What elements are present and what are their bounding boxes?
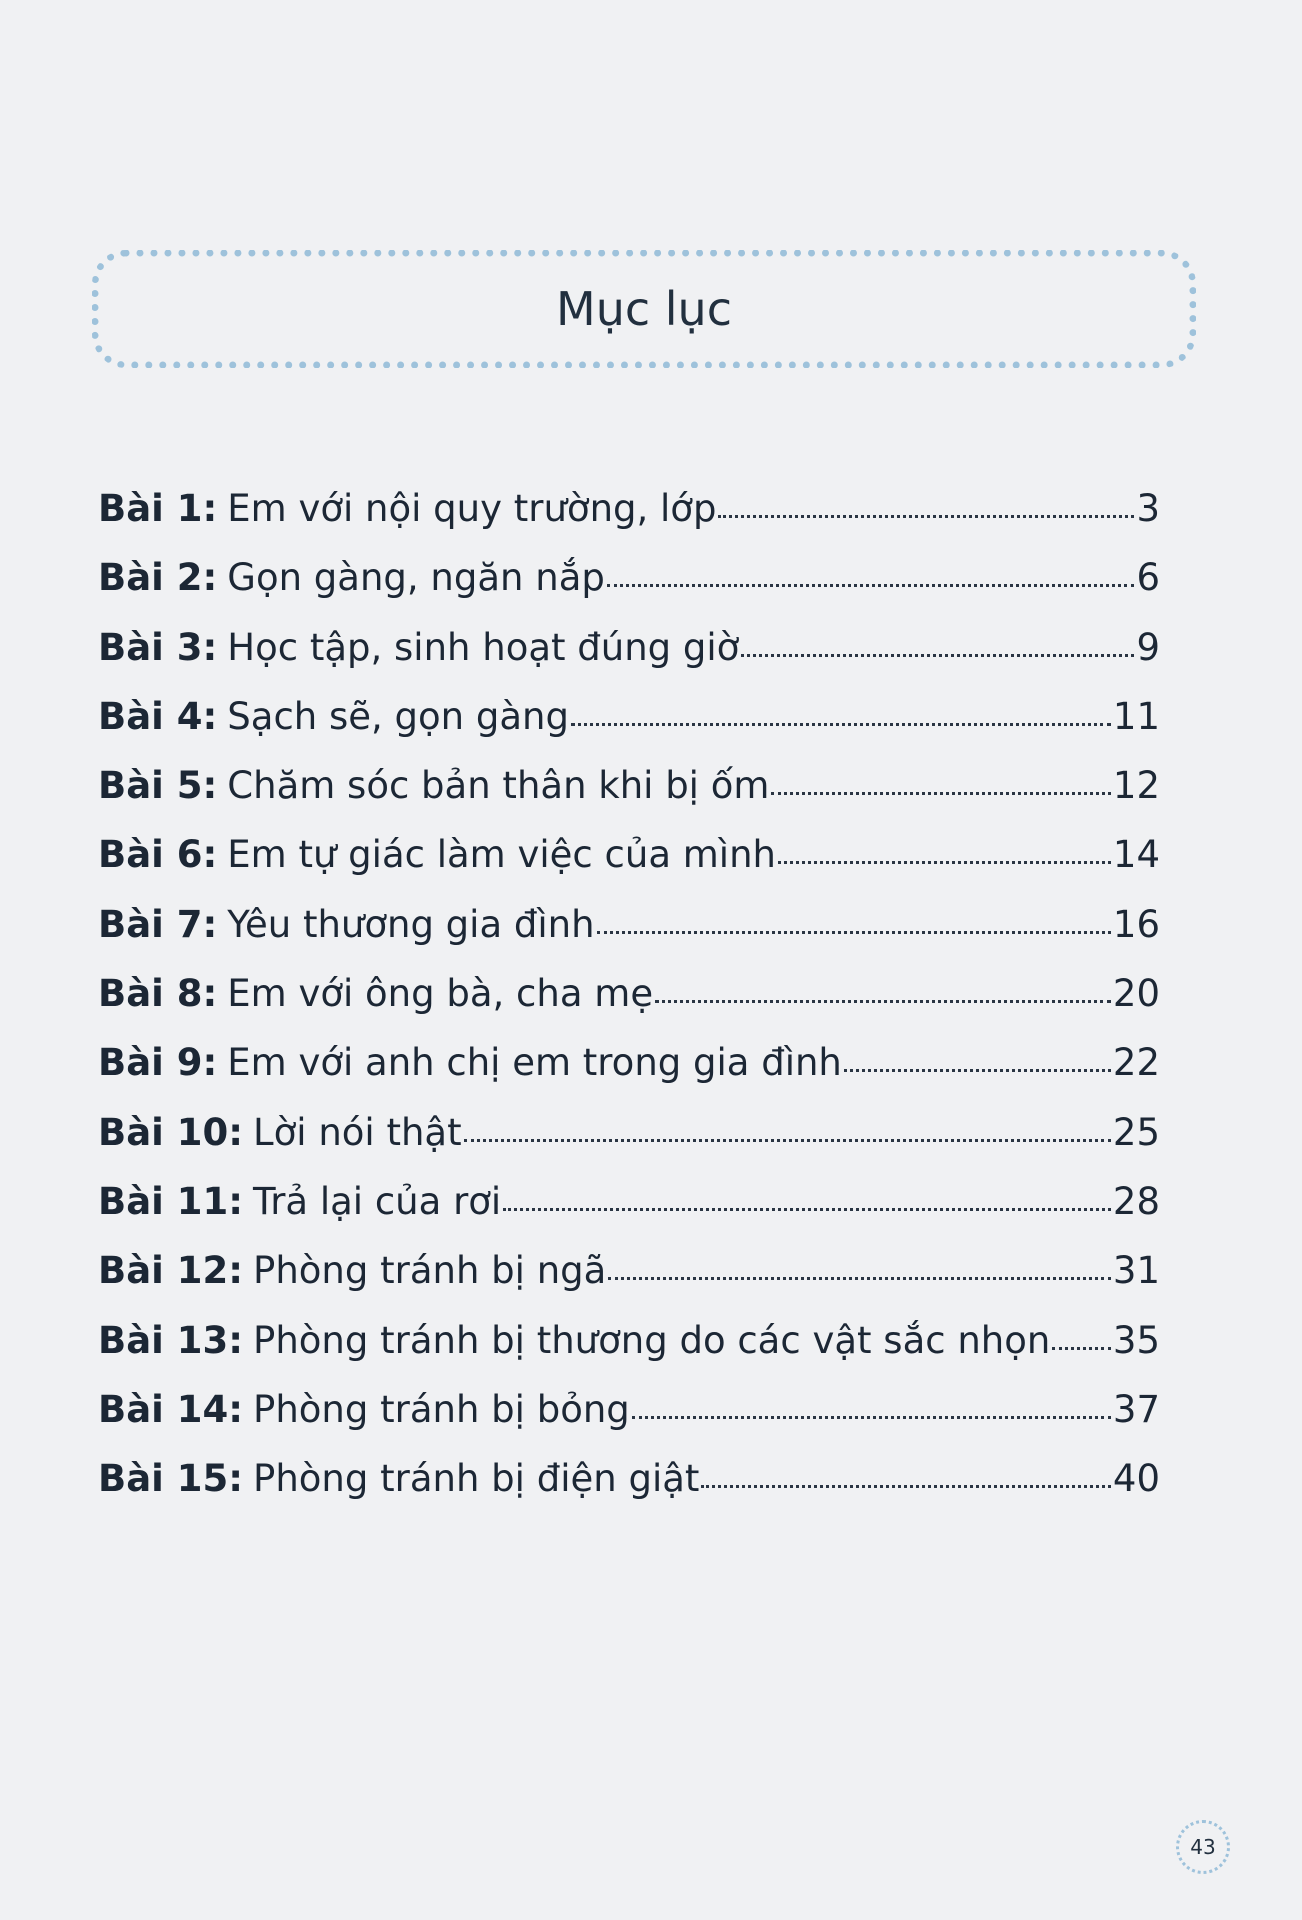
lesson-number: Bài 5: (98, 764, 218, 808)
lesson-page: 6 (1136, 556, 1160, 600)
lesson-title: Phòng tránh bị ngã (253, 1249, 607, 1293)
lesson-title: Chăm sóc bản thân khi bị ốm (227, 764, 770, 808)
toc-entry[interactable] (98, 1098, 1160, 1167)
lesson-number: Bài 4: (98, 694, 218, 738)
lesson-number: Bài 6: (98, 833, 218, 877)
lesson-number: Bài 3: (98, 625, 218, 669)
page-title: Mục lục (556, 282, 732, 336)
table-of-contents (98, 474, 1160, 1513)
dot-leader (718, 515, 1134, 518)
dot-leader (844, 1069, 1111, 1072)
title-frame (92, 250, 1196, 368)
lesson-page: 40 (1112, 1457, 1160, 1501)
lesson-number: Bài 10: (98, 1110, 244, 1154)
lesson-number: Bài 8: (98, 972, 218, 1016)
lesson-title: Trả lại của rơi (253, 1179, 502, 1223)
lesson-page: 25 (1112, 1110, 1160, 1154)
lesson-page: 35 (1112, 1318, 1160, 1362)
toc-entry[interactable] (98, 959, 1160, 1028)
lesson-number: Bài 7: (98, 902, 218, 946)
lesson-page: 28 (1112, 1179, 1160, 1223)
lesson-page: 11 (1112, 694, 1160, 738)
dot-leader (632, 1416, 1111, 1419)
dot-leader (771, 792, 1111, 795)
dot-leader (655, 1000, 1111, 1003)
toc-entry[interactable] (98, 474, 1160, 543)
lesson-title: Phòng tránh bị điện giật (253, 1457, 700, 1501)
toc-entry[interactable] (98, 890, 1160, 959)
dot-leader (701, 1485, 1111, 1488)
lesson-title: Lời nói thật (253, 1110, 462, 1154)
lesson-number: Bài 12: (98, 1249, 244, 1293)
lesson-title: Học tập, sinh hoạt đúng giờ (227, 625, 740, 669)
dot-leader (571, 723, 1111, 726)
toc-entry[interactable] (98, 1306, 1160, 1375)
toc-entry[interactable] (98, 1375, 1160, 1444)
toc-entry[interactable] (98, 751, 1160, 820)
lesson-title: Em với ông bà, cha mẹ (227, 972, 654, 1016)
page-number-badge (1176, 1820, 1230, 1874)
toc-entry[interactable] (98, 543, 1160, 612)
lesson-page: 12 (1112, 764, 1160, 808)
dot-leader (608, 1277, 1111, 1280)
lesson-title: Em với anh chị em trong gia đình (227, 1041, 842, 1085)
lesson-page: 14 (1112, 833, 1160, 877)
dot-leader (741, 654, 1134, 657)
dot-leader (778, 861, 1111, 864)
lesson-page: 9 (1136, 625, 1160, 669)
page-number: 43 (1190, 1835, 1216, 1859)
toc-entry[interactable] (98, 613, 1160, 682)
lesson-number: Bài 9: (98, 1041, 218, 1085)
toc-entry[interactable] (98, 1167, 1160, 1236)
dot-leader (597, 931, 1111, 934)
lesson-title: Em tự giác làm việc của mình (227, 833, 776, 877)
lesson-page: 22 (1112, 1041, 1160, 1085)
lesson-title: Phòng tránh bị bỏng (253, 1387, 630, 1431)
lesson-number: Bài 2: (98, 556, 218, 600)
toc-entry[interactable] (98, 820, 1160, 889)
lesson-title: Sạch sẽ, gọn gàng (227, 694, 569, 738)
toc-entry[interactable] (98, 1236, 1160, 1305)
lesson-number: Bài 13: (98, 1318, 244, 1362)
toc-entry[interactable] (98, 1028, 1160, 1097)
lesson-title: Yêu thương gia đình (227, 902, 595, 946)
lesson-number: Bài 14: (98, 1387, 244, 1431)
lesson-title: Gọn gàng, ngăn nắp (227, 556, 605, 600)
lesson-number: Bài 15: (98, 1457, 244, 1501)
lesson-title: Phòng tránh bị thương do các vật sắc nhọn (253, 1318, 1051, 1362)
lesson-page: 31 (1112, 1249, 1160, 1293)
dot-leader (503, 1208, 1111, 1211)
dot-leader (607, 584, 1135, 587)
lesson-number: Bài 11: (98, 1179, 244, 1223)
lesson-title: Em với nội quy trường, lớp (227, 487, 717, 530)
dot-leader (464, 1139, 1111, 1142)
lesson-page: 37 (1112, 1387, 1160, 1431)
toc-entry[interactable] (98, 682, 1160, 751)
lesson-page: 20 (1112, 972, 1160, 1016)
lesson-page: 3 (1136, 487, 1160, 530)
toc-entry[interactable] (98, 1444, 1160, 1513)
lesson-page: 16 (1112, 902, 1160, 946)
lesson-number: Bài 1: (98, 487, 218, 530)
dot-leader (1052, 1347, 1111, 1350)
